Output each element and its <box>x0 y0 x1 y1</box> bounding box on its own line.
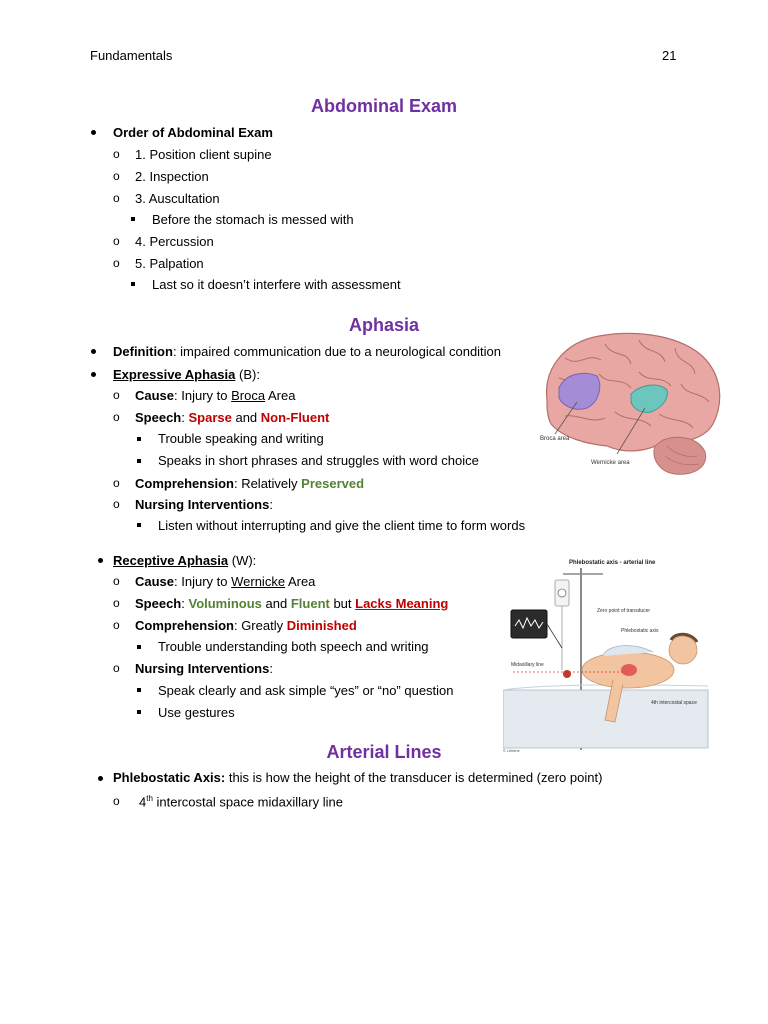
phlebo-text: this is how the height of the transducer is determined (zero point) <box>225 770 603 785</box>
step-5: 5. Palpation <box>135 256 204 271</box>
cause-post: Area <box>265 388 296 403</box>
speech-label: Speech <box>135 410 182 425</box>
cause-post: Area <box>285 574 316 589</box>
receptive-cause <box>135 574 315 589</box>
palpation-note: Last so it doesn’t interfere with assessment <box>152 277 401 292</box>
intercostal-line <box>139 794 343 809</box>
speech-fluent: Fluent <box>290 596 330 611</box>
nursing-colon: : <box>269 497 273 512</box>
receptive-comp-note: Trouble understanding both speech and writing <box>158 639 429 654</box>
definition-label: Definition <box>113 344 173 359</box>
cause-label: Cause <box>135 388 175 403</box>
speech-sep: : <box>181 596 189 611</box>
cause-pre: : Injury to <box>174 388 232 403</box>
expressive-speech <box>135 410 329 425</box>
intercostal-label: 4th intercostal space <box>651 700 697 706</box>
sub-text: intercostal space midaxillary line <box>152 794 343 810</box>
bullet-icon <box>91 130 96 135</box>
receptive-suffix: (W): <box>228 553 257 568</box>
speech-sparse: Sparse <box>188 410 232 425</box>
square-bullet-icon <box>137 523 141 527</box>
speech-nonfluent: Non-Fluent <box>260 410 330 425</box>
zero-point-label: Zero point of transducer <box>597 608 651 614</box>
step-3: 3. Auscultation <box>135 191 220 206</box>
circle-bullet-icon: o <box>113 618 120 632</box>
speech-sep: : <box>181 410 189 425</box>
circle-bullet-icon: o <box>113 476 120 490</box>
receptive-speech <box>135 596 448 611</box>
expressive-heading <box>113 367 260 382</box>
comp-pre: : Greatly <box>233 618 287 633</box>
bullet-icon <box>91 372 96 377</box>
cause-area: Broca <box>231 388 266 403</box>
page-number: 21 <box>662 48 677 63</box>
expressive-comprehension <box>135 476 364 491</box>
speech-but: but <box>329 596 356 611</box>
comp-pre: : Relatively <box>233 476 302 491</box>
receptive-nursing <box>135 661 273 676</box>
running-header: Fundamentals <box>90 48 173 63</box>
midaxillary-label: Midaxillary line <box>511 662 544 668</box>
arterial-lines-title: Arterial Lines <box>326 742 442 762</box>
arterial-line-illustration <box>503 552 713 757</box>
expressive-speech-note-1: Trouble speaking and writing <box>158 431 324 446</box>
circle-bullet-icon: o <box>113 794 120 808</box>
order-heading: Order of Abdominal Exam <box>113 125 273 140</box>
circle-bullet-icon: o <box>113 169 120 183</box>
cause-pre: : Injury to <box>174 574 232 589</box>
comp-label: Comprehension <box>135 476 234 491</box>
comp-value: Preserved <box>301 476 365 491</box>
expressive-nursing <box>135 497 273 512</box>
step-1: 1. Position client supine <box>135 147 272 162</box>
speech-label: Speech <box>135 596 182 611</box>
wernicke-area-label: Wernicke area <box>591 460 630 466</box>
square-bullet-icon <box>131 282 135 286</box>
brain-illustration <box>535 328 727 478</box>
circle-bullet-icon: o <box>113 661 120 675</box>
illustration-title: Phlebostatic axis - arterial line <box>569 560 656 566</box>
auscultation-note: Before the stomach is messed with <box>152 212 354 227</box>
receptive-heading <box>113 553 256 568</box>
circle-bullet-icon: o <box>113 410 120 424</box>
aphasia-title: Aphasia <box>348 315 420 335</box>
definition-line <box>113 344 501 359</box>
cause-label: Cause <box>135 574 175 589</box>
bullet-icon <box>91 349 96 354</box>
square-bullet-icon <box>137 459 141 463</box>
circle-bullet-icon: o <box>113 191 120 205</box>
circle-bullet-icon: o <box>113 596 120 610</box>
expressive-label: Expressive Aphasia <box>113 367 236 382</box>
expressive-nursing-note: Listen without interrupting and give the client time to form words <box>158 518 526 533</box>
comp-value: Diminished <box>286 618 357 633</box>
cause-area: Wernicke <box>231 574 286 589</box>
square-bullet-icon <box>137 437 141 441</box>
phlebostatic-line <box>113 770 602 785</box>
expressive-suffix: (B): <box>235 367 260 382</box>
image-credit: © Lifeline <box>503 748 520 753</box>
receptive-comprehension <box>135 618 357 633</box>
circle-bullet-icon: o <box>113 147 120 161</box>
square-bullet-icon <box>137 710 141 714</box>
speech-and: and <box>261 596 291 611</box>
receptive-label: Receptive Aphasia <box>113 553 229 568</box>
phlebo-label: Phlebostatic Axis: <box>113 770 226 785</box>
speech-voluminous: Voluminous <box>188 596 262 611</box>
nursing-colon: : <box>269 661 273 676</box>
sub-sup: th <box>146 794 153 803</box>
bullet-icon <box>98 558 103 563</box>
circle-bullet-icon: o <box>113 497 120 511</box>
circle-bullet-icon: o <box>113 574 120 588</box>
speech-and: and <box>231 410 261 425</box>
abdominal-exam-title: Abdominal Exam <box>310 96 458 116</box>
square-bullet-icon <box>137 688 141 692</box>
nursing-label: Nursing Interventions <box>135 661 270 676</box>
square-bullet-icon <box>137 645 141 649</box>
square-bullet-icon <box>131 217 135 221</box>
comp-label: Comprehension <box>135 618 234 633</box>
step-2: 2. Inspection <box>135 169 209 184</box>
broca-area-label: Broca area <box>540 436 570 442</box>
nursing-label: Nursing Interventions <box>135 497 270 512</box>
circle-bullet-icon: o <box>113 388 120 402</box>
circle-bullet-icon: o <box>113 234 120 248</box>
phlebostatic-label: Phlebostatic axis <box>621 628 659 634</box>
definition-text: : impaired communication due to a neurological condition <box>172 344 502 359</box>
sub-prefix: 4 <box>139 794 147 810</box>
receptive-nursing-note-2: Use gestures <box>158 705 235 720</box>
bullet-icon <box>98 776 103 781</box>
expressive-speech-note-2: Speaks in short phrases and struggles with word choice <box>158 453 479 468</box>
step-4: 4. Percussion <box>135 234 214 249</box>
speech-lacks-meaning: Lacks Meaning <box>355 596 449 611</box>
circle-bullet-icon: o <box>113 256 120 270</box>
expressive-cause <box>135 388 295 403</box>
receptive-nursing-note-1: Speak clearly and ask simple “yes” or “no” question <box>158 683 454 698</box>
